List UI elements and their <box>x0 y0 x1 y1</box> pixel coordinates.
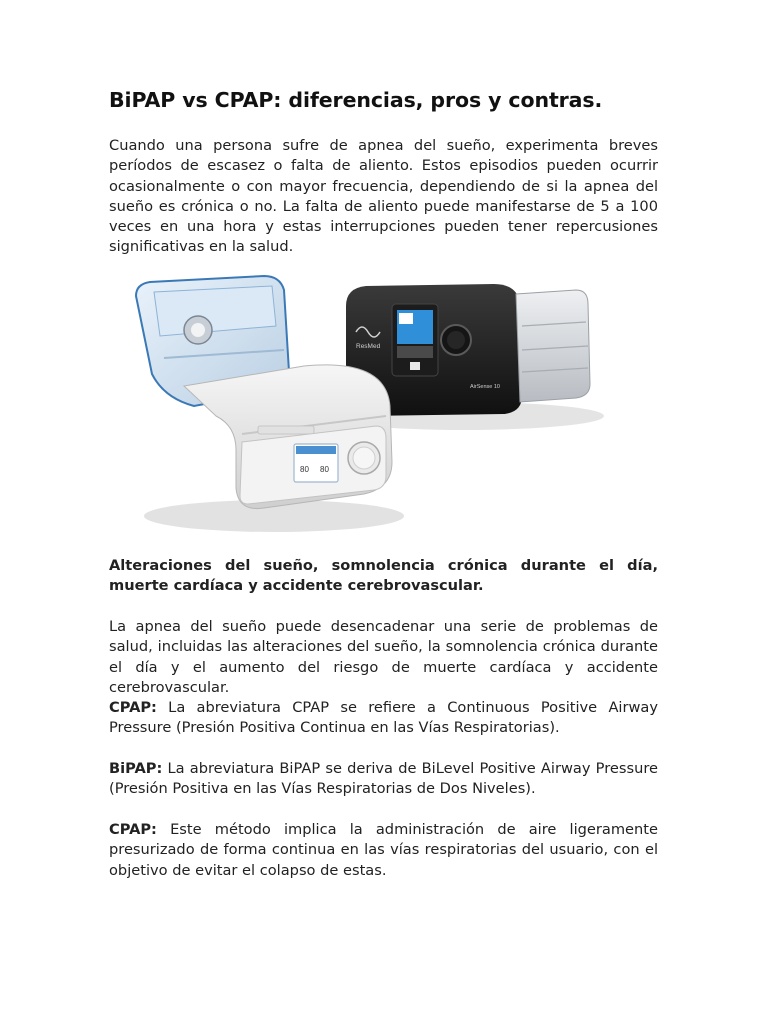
screen-value-right: 80 <box>320 465 329 474</box>
definition-term: CPAP: <box>109 821 157 838</box>
definition-cpap <box>109 698 658 739</box>
cpap-devices-photo <box>124 266 604 538</box>
page-title: BiPAP vs CPAP: diferencias, pros y contras. <box>109 88 603 112</box>
definition-cpap-method <box>109 820 658 881</box>
section-subheading: Alteraciones del sueño, somnolencia crónica durante el día, muerte cardíaca y accidente cerebrovascular. <box>109 557 658 595</box>
model-label: AirSense 10 <box>470 384 500 390</box>
brand-label: ResMed <box>356 343 381 350</box>
definition-term: BiPAP: <box>109 760 163 777</box>
definition-text: La abreviatura CPAP se refiere a Continuous Positive Airway Pressure (Presión Positiva Continua en las Vías Respiratorias). <box>109 699 658 737</box>
intro-paragraph: Cuando una persona sufre de apnea del sueño, experimenta breves períodos de escasez o falta de aliento. Estos episodios pueden ocurrir ocasionalmente o con mayor frecuencia, dependiendo de si la apnea del sueño es crónica o no. La falta de aliento puede manifestarse de 5 a 100 veces en una hora y estas interrupciones pueden tener repercusiones significativas en la salud. <box>109 137 658 256</box>
screen-value-left: 80 <box>300 465 309 474</box>
definition-term: CPAP: <box>109 699 157 716</box>
definition-text: Este método implica la administración de aire ligeramente presurizado de forma continua en las vías respiratorias del usuario, con el objetivo de evitar el colapso de estas. <box>109 821 658 879</box>
health-paragraph: La apnea del sueño puede desencadenar una serie de problemas de salud, incluidas las alteraciones del sueño, la somnolencia crónica durante el día y el aumento del riesgo de muerte cardíaca y accidente cerebrovascular. <box>109 618 658 696</box>
definition-text: La abreviatura BiPAP se deriva de BiLevel Positive Airway Pressure (Presión Positiva en las Vías Respiratorias de Dos Niveles). <box>109 760 658 798</box>
devices-illustration <box>124 266 604 538</box>
definition-bipap <box>109 759 658 800</box>
